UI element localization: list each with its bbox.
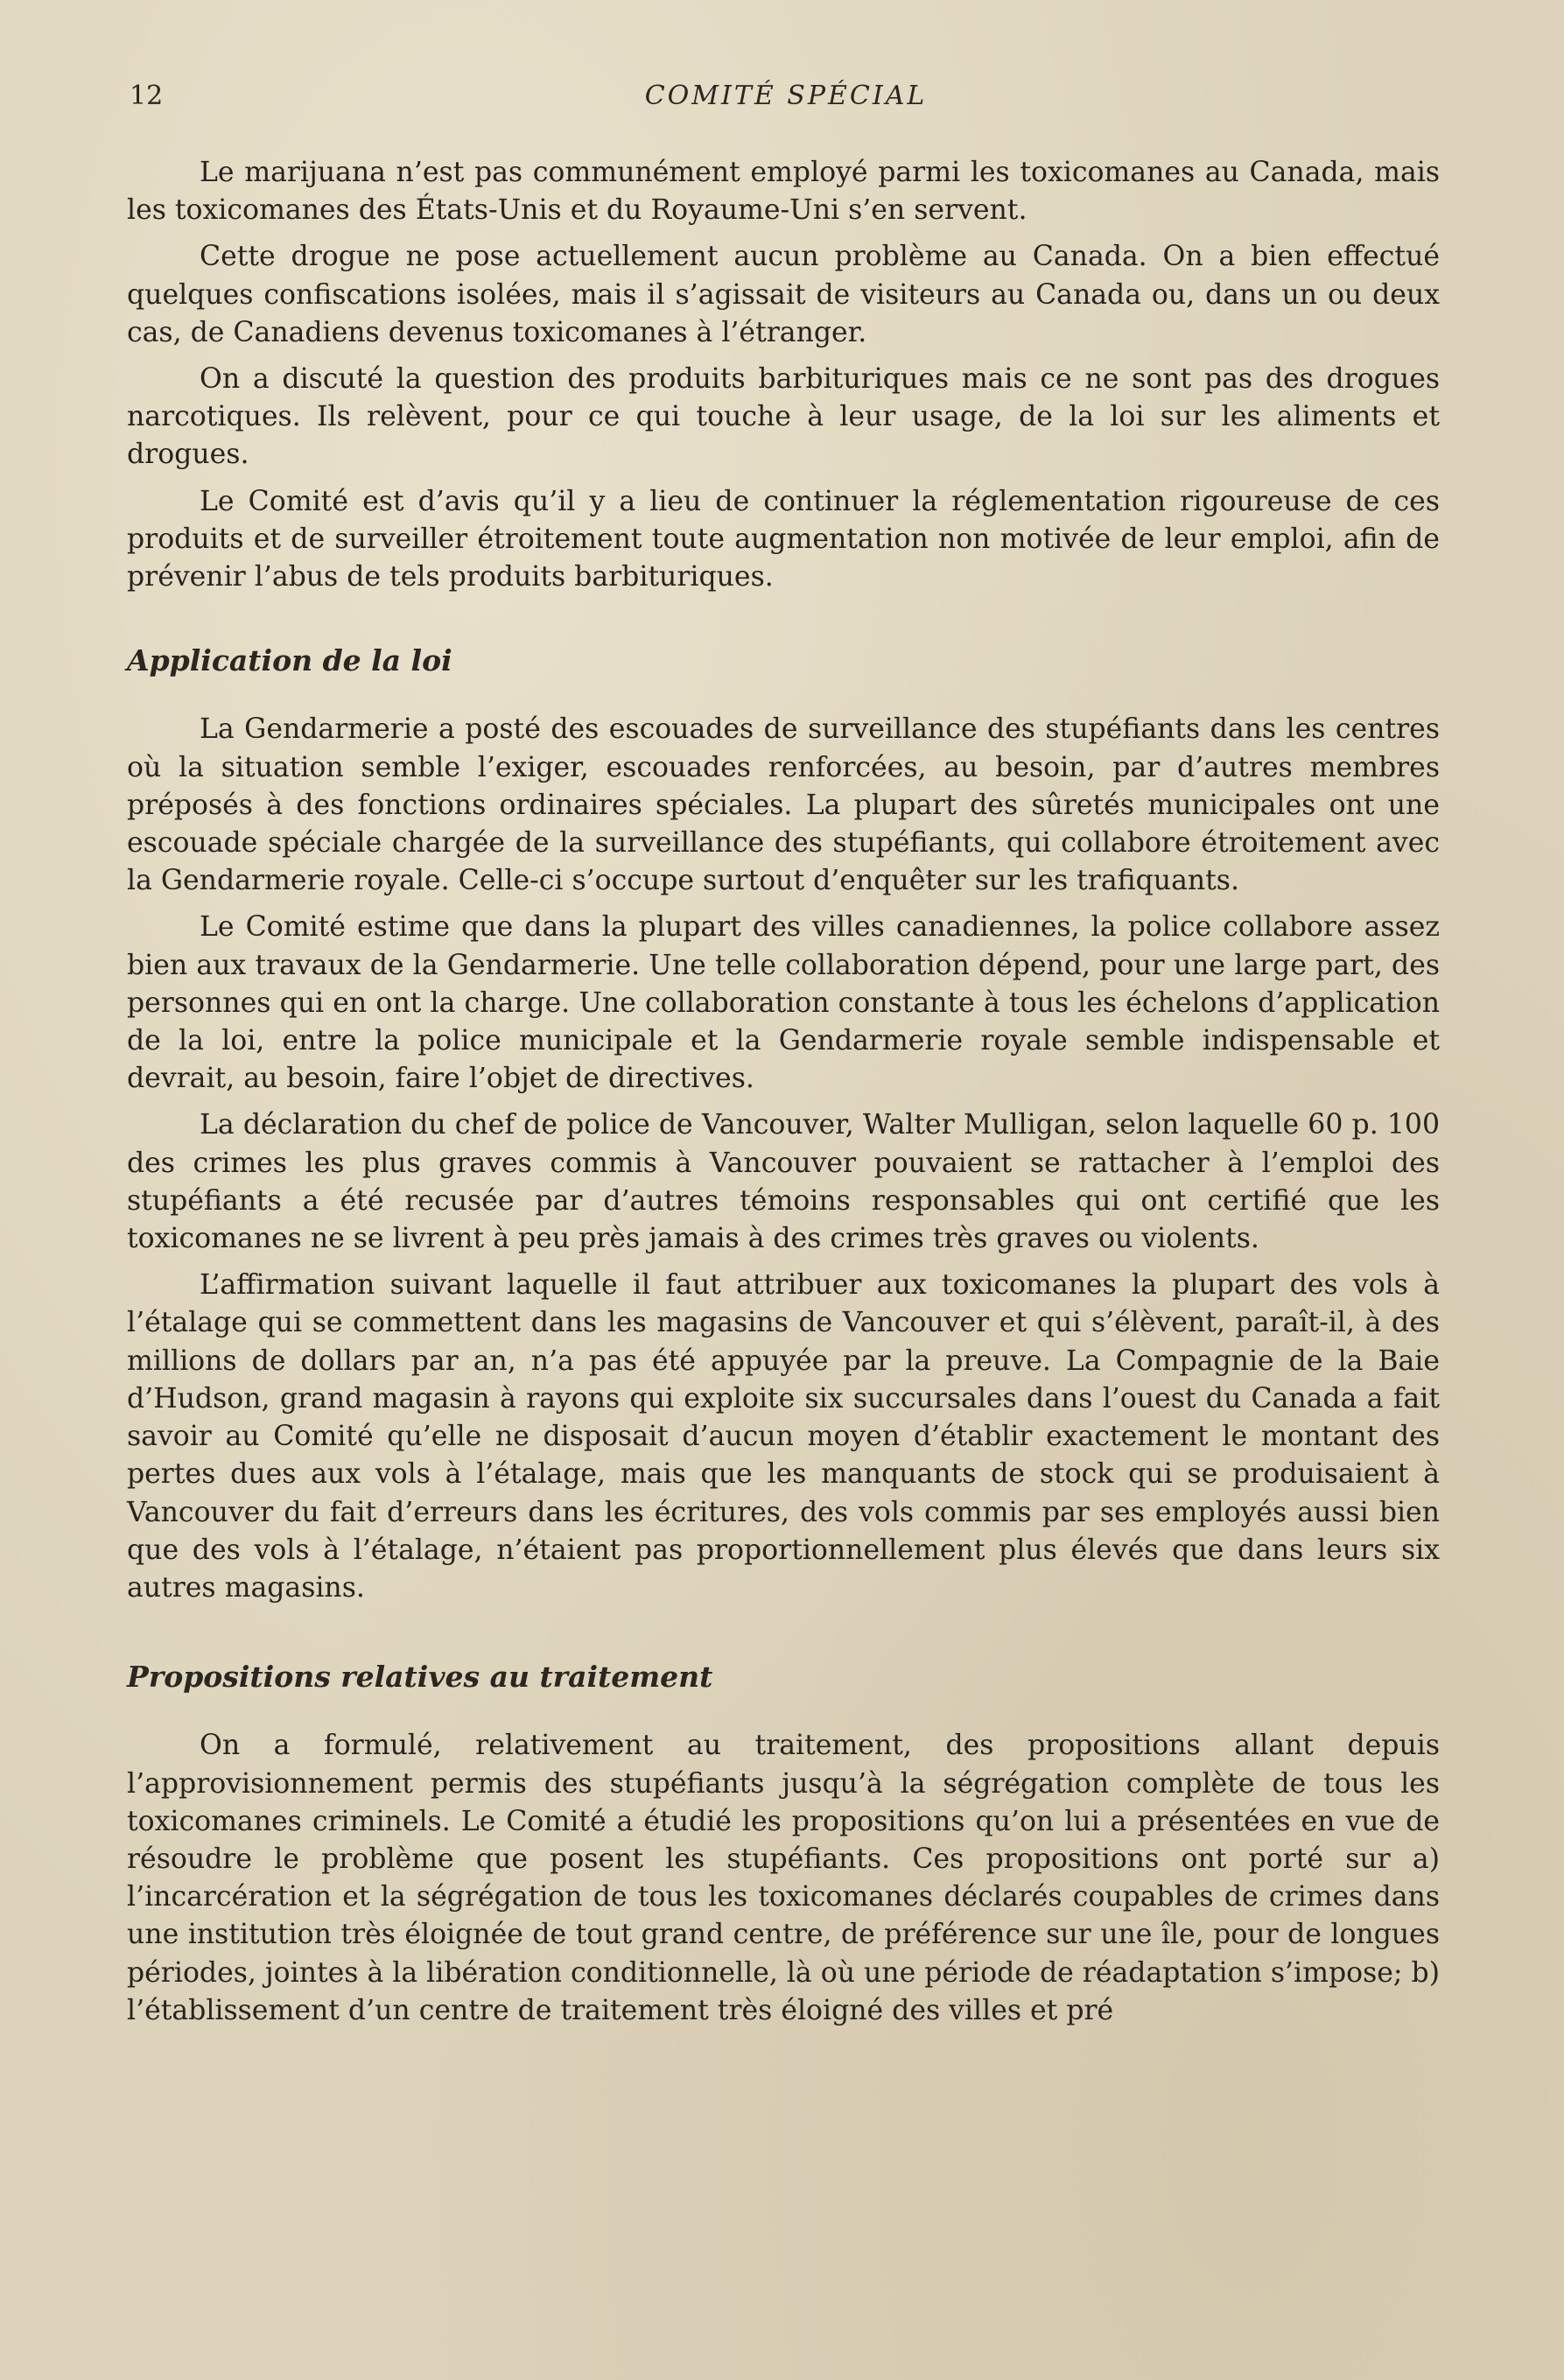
- paragraph: L’affirmation suivant laquelle il faut attribuer aux toxicomanes la plupart des vols à l’étalage qui se commettent dans les magasins de Vancouver et qui s’élèvent, paraît-il, à des millions de dollars par an, n’a pas été appuyée par la preuve. La Compagnie de la Baie d’Hudson, grand magasin à rayons qui exploite six succursales dans l’ouest du Canada a fait savoir au Comité qu’elle ne disposait d’aucun moyen d’établir exactement le montant des pertes dues aux vols à l’étalage, mais que les manquants de stock qui se produisaient à Vancouver du fait d’erreurs dans les écritures, des vols commis par ses employés aussi bien que des vols à l’étalage, n’étaient pas proportionnellement plus élevés que dans leurs six autres magasins.: [127, 1269, 1440, 1604]
- paragraph: On a discuté la question des produits barbituriques mais ce ne sont pas des drogues narcotiques. Ils relèvent, pour ce qui touche à leur usage, de la loi sur les aliments et drogues.: [127, 363, 1440, 471]
- paragraph: Le marijuana n’est pas communément employé parmi les toxicomanes au Canada, mais les toxicomanes des États-Unis et du Royaume-Uni s’en servent.: [127, 157, 1440, 227]
- section-heading: Propositions relatives au traitement: [127, 1660, 713, 1695]
- paragraph: Cette drogue ne pose actuellement aucun problème au Canada. On a bien effectué quelques confiscations isolées, mais il s’agissait de visiteurs au Canada ou, dans un ou deux cas, de Canadiens devenus toxicomanes à l’étranger.: [127, 241, 1440, 348]
- paragraph: La déclaration du chef de police de Vancouver, Walter Mulligan, selon laquelle 60 p. 100 des crimes les plus graves commis à Vancouver pouvaient se rattacher à l’emploi des stupéfiants a été recusée par d’autres témoins responsables qui ont certifié que les toxicomanes ne se livrent à peu près jamais à des crimes très graves ou violents.: [127, 1109, 1440, 1255]
- page-header: [130, 81, 1442, 133]
- paragraph: Le Comité est d’avis qu’il y a lieu de continuer la réglementation rigoureuse de ces produits et de surveiller étroitement toute augmentation non motivée de leur emploi, afin de prévenir l’abus de tels produits barbituriques.: [127, 485, 1440, 593]
- section-heading: Application de la loi: [127, 643, 452, 678]
- running-title: COMITÉ SPÉCIAL: [644, 81, 928, 111]
- body-text: [127, 154, 1440, 2039]
- page-number: 12: [130, 81, 164, 111]
- paragraph: Le Comité estime que dans la plupart des villes canadiennes, la police collabore assez bien aux travaux de la Gendarmerie. Une telle collaboration dépend, pour une large part, des personnes qui en ont la charge. Une collaboration constante à tous les échelons d’application de la loi, entre la police municipale et la Gendarmerie royale semble indispensable et devrait, au besoin, faire l’objet de directives.: [127, 911, 1440, 1095]
- paragraph: La Gendarmerie a posté des escouades de surveillance des stupéfiants dans les centres où la situation semble l’exiger, escouades renforcées, au besoin, par d’autres membres préposés à des fonctions ordinaires spéciales. La plupart des sûretés municipales ont une escouade spéciale chargée de la surveillance des stupéfiants, qui collabore étroitement avec la Gendarmerie royale. Celle-ci s’occupe surtout d’enquêter sur les trafiquants.: [127, 713, 1440, 897]
- paragraph: On a formulé, relativement au traitement, des propositions allant depuis l’approvisionnement permis des stupéfiants jusqu’à la ségrégation complète de tous les toxicomanes criminels. Le Comité a étudié les propositions qu’on lui a présentées en vue de résoudre le problème que posent les stupéfiants. Ces propositions ont porté sur a) l’incarcération et la ségrégation de tous les toxicomanes déclarés coupables de crimes dans une institution très éloignée de tout grand centre, de préférence sur une île, pour de longues périodes, jointes à la libération conditionnelle, là où une période de réadaptation s’impose; b) l’établissement d’un centre de traitement très éloigné des villes et pré: [127, 1730, 1440, 2026]
